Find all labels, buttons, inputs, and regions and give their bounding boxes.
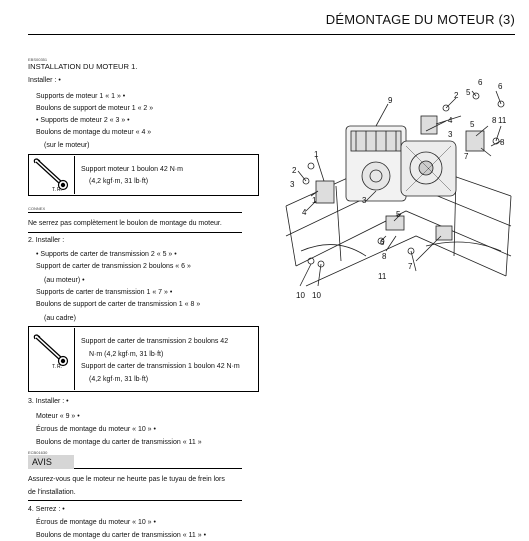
callout-6: 6	[498, 82, 503, 91]
step2-item: (au cadre)	[44, 315, 76, 322]
svg-text:T.: T.	[52, 364, 56, 370]
callout-11: 11	[378, 272, 387, 281]
callout-1: 1	[312, 196, 317, 205]
callout-7: 7	[408, 262, 413, 271]
torque-wrench-icon	[30, 328, 75, 390]
avis-rule	[74, 468, 242, 469]
step2-item: Boulons de support de carter de transmission 1 « 8 »	[36, 301, 201, 308]
avis-code: ECB01630	[28, 450, 48, 455]
callout-6: 6	[380, 238, 385, 247]
avis-rule-bottom	[28, 500, 242, 501]
torque-box-2	[28, 326, 259, 392]
step3-item: Écrous de montage du moteur « 10 » •	[36, 426, 156, 433]
torque-2-imperial: N·m (4,2 kgf·m, 31 lb·ft)	[89, 351, 164, 358]
callout-1: 1	[314, 150, 319, 159]
callout-3: 3	[290, 180, 295, 189]
torque-3-value: Support de carter de transmission 1 boulon 42 N·m	[81, 363, 240, 370]
torque-box-1	[28, 154, 259, 196]
callout-6: 6	[478, 78, 483, 87]
callout-11: 11	[498, 116, 507, 125]
step1-item: • Supports de moteur 2 « 3 » •	[36, 117, 130, 124]
step4-intro: 4. Serrez : •	[28, 506, 65, 513]
torque-2-value: Support de carter de transmission 2 boulons 42	[81, 338, 229, 345]
callout-8: 8	[492, 116, 497, 125]
callout-5: 5	[470, 120, 475, 129]
step2-item: Supports de carter de transmission 1 « 7 » •	[36, 289, 173, 296]
torque-wrench-icon	[30, 156, 75, 194]
torque-3-imperial: (4,2 kgf·m, 31 lb·ft)	[89, 376, 149, 383]
callout-4: 4	[448, 116, 453, 125]
note-rule-bottom	[28, 232, 242, 233]
callout-10: 10	[296, 291, 305, 300]
avis-label: AVIS	[28, 455, 74, 469]
step2-item: (au moteur) •	[44, 277, 85, 284]
step1-item: Boulons de support de moteur 1 « 2 »	[36, 105, 154, 112]
header-rule	[28, 34, 515, 35]
callout-5: 5	[466, 88, 471, 97]
svg-text:R.: R.	[57, 187, 62, 193]
callout-2: 2	[454, 91, 459, 100]
note-code: CONNEX	[28, 206, 46, 211]
callout-8: 8	[382, 252, 387, 261]
page-title: DÉMONTAGE DU MOTEUR (3)	[325, 12, 515, 27]
step3-intro: 3. Installer : •	[28, 398, 69, 405]
callout-2: 2	[292, 166, 297, 175]
step1-item: Supports de moteur 1 « 1 » •	[36, 93, 126, 100]
step4-item: Écrous de montage du moteur « 10 » •	[36, 519, 156, 526]
note-rule-top	[28, 212, 242, 213]
step1-intro: Installer : •	[28, 77, 61, 84]
step2-item: • Supports de carter de transmission 2 « 5 » •	[36, 251, 177, 258]
svg-text:T.: T.	[52, 187, 56, 193]
step2-intro: 2. Installer :	[28, 237, 65, 244]
callout-5: 5	[396, 210, 401, 219]
svg-text:R.: R.	[57, 364, 62, 370]
section-heading: INSTALLATION DU MOTEUR 1.	[28, 62, 138, 71]
torque-1-value: Support moteur 1 boulon 42 N·m	[81, 166, 183, 173]
step1-item: (sur le moteur)	[44, 142, 90, 149]
avis-text: de l'installation.	[28, 489, 76, 496]
step4-item: Boulons de montage du carter de transmission « 11 » •	[36, 532, 207, 539]
step1-item: Boulons de montage du moteur « 4 »	[36, 129, 152, 136]
step3-item: Boulons de montage du carter de transmission « 11 »	[36, 439, 202, 446]
note-text: Ne serrez pas complètement le boulon de montage du moteur.	[28, 220, 222, 227]
callout-3: 3	[362, 196, 367, 205]
callout-7: 7	[464, 152, 469, 161]
step2-item: Support de carter de transmission 2 boulons « 6 »	[36, 263, 191, 270]
callout-9: 9	[388, 96, 393, 105]
engine-installation-diagram	[276, 78, 516, 311]
step3-item: Moteur « 9 » •	[36, 413, 80, 420]
callout-3: 3	[448, 130, 453, 139]
callout-8: 8	[500, 138, 505, 147]
callout-4: 4	[302, 208, 307, 217]
torque-1-imperial: (4,2 kgf·m, 31 lb·ft)	[89, 178, 149, 185]
callout-10: 10	[312, 291, 321, 300]
ref-code: EBS00351	[28, 57, 48, 62]
avis-text: Assurez-vous que le moteur ne heurte pas le tuyau de frein lors	[28, 476, 225, 483]
